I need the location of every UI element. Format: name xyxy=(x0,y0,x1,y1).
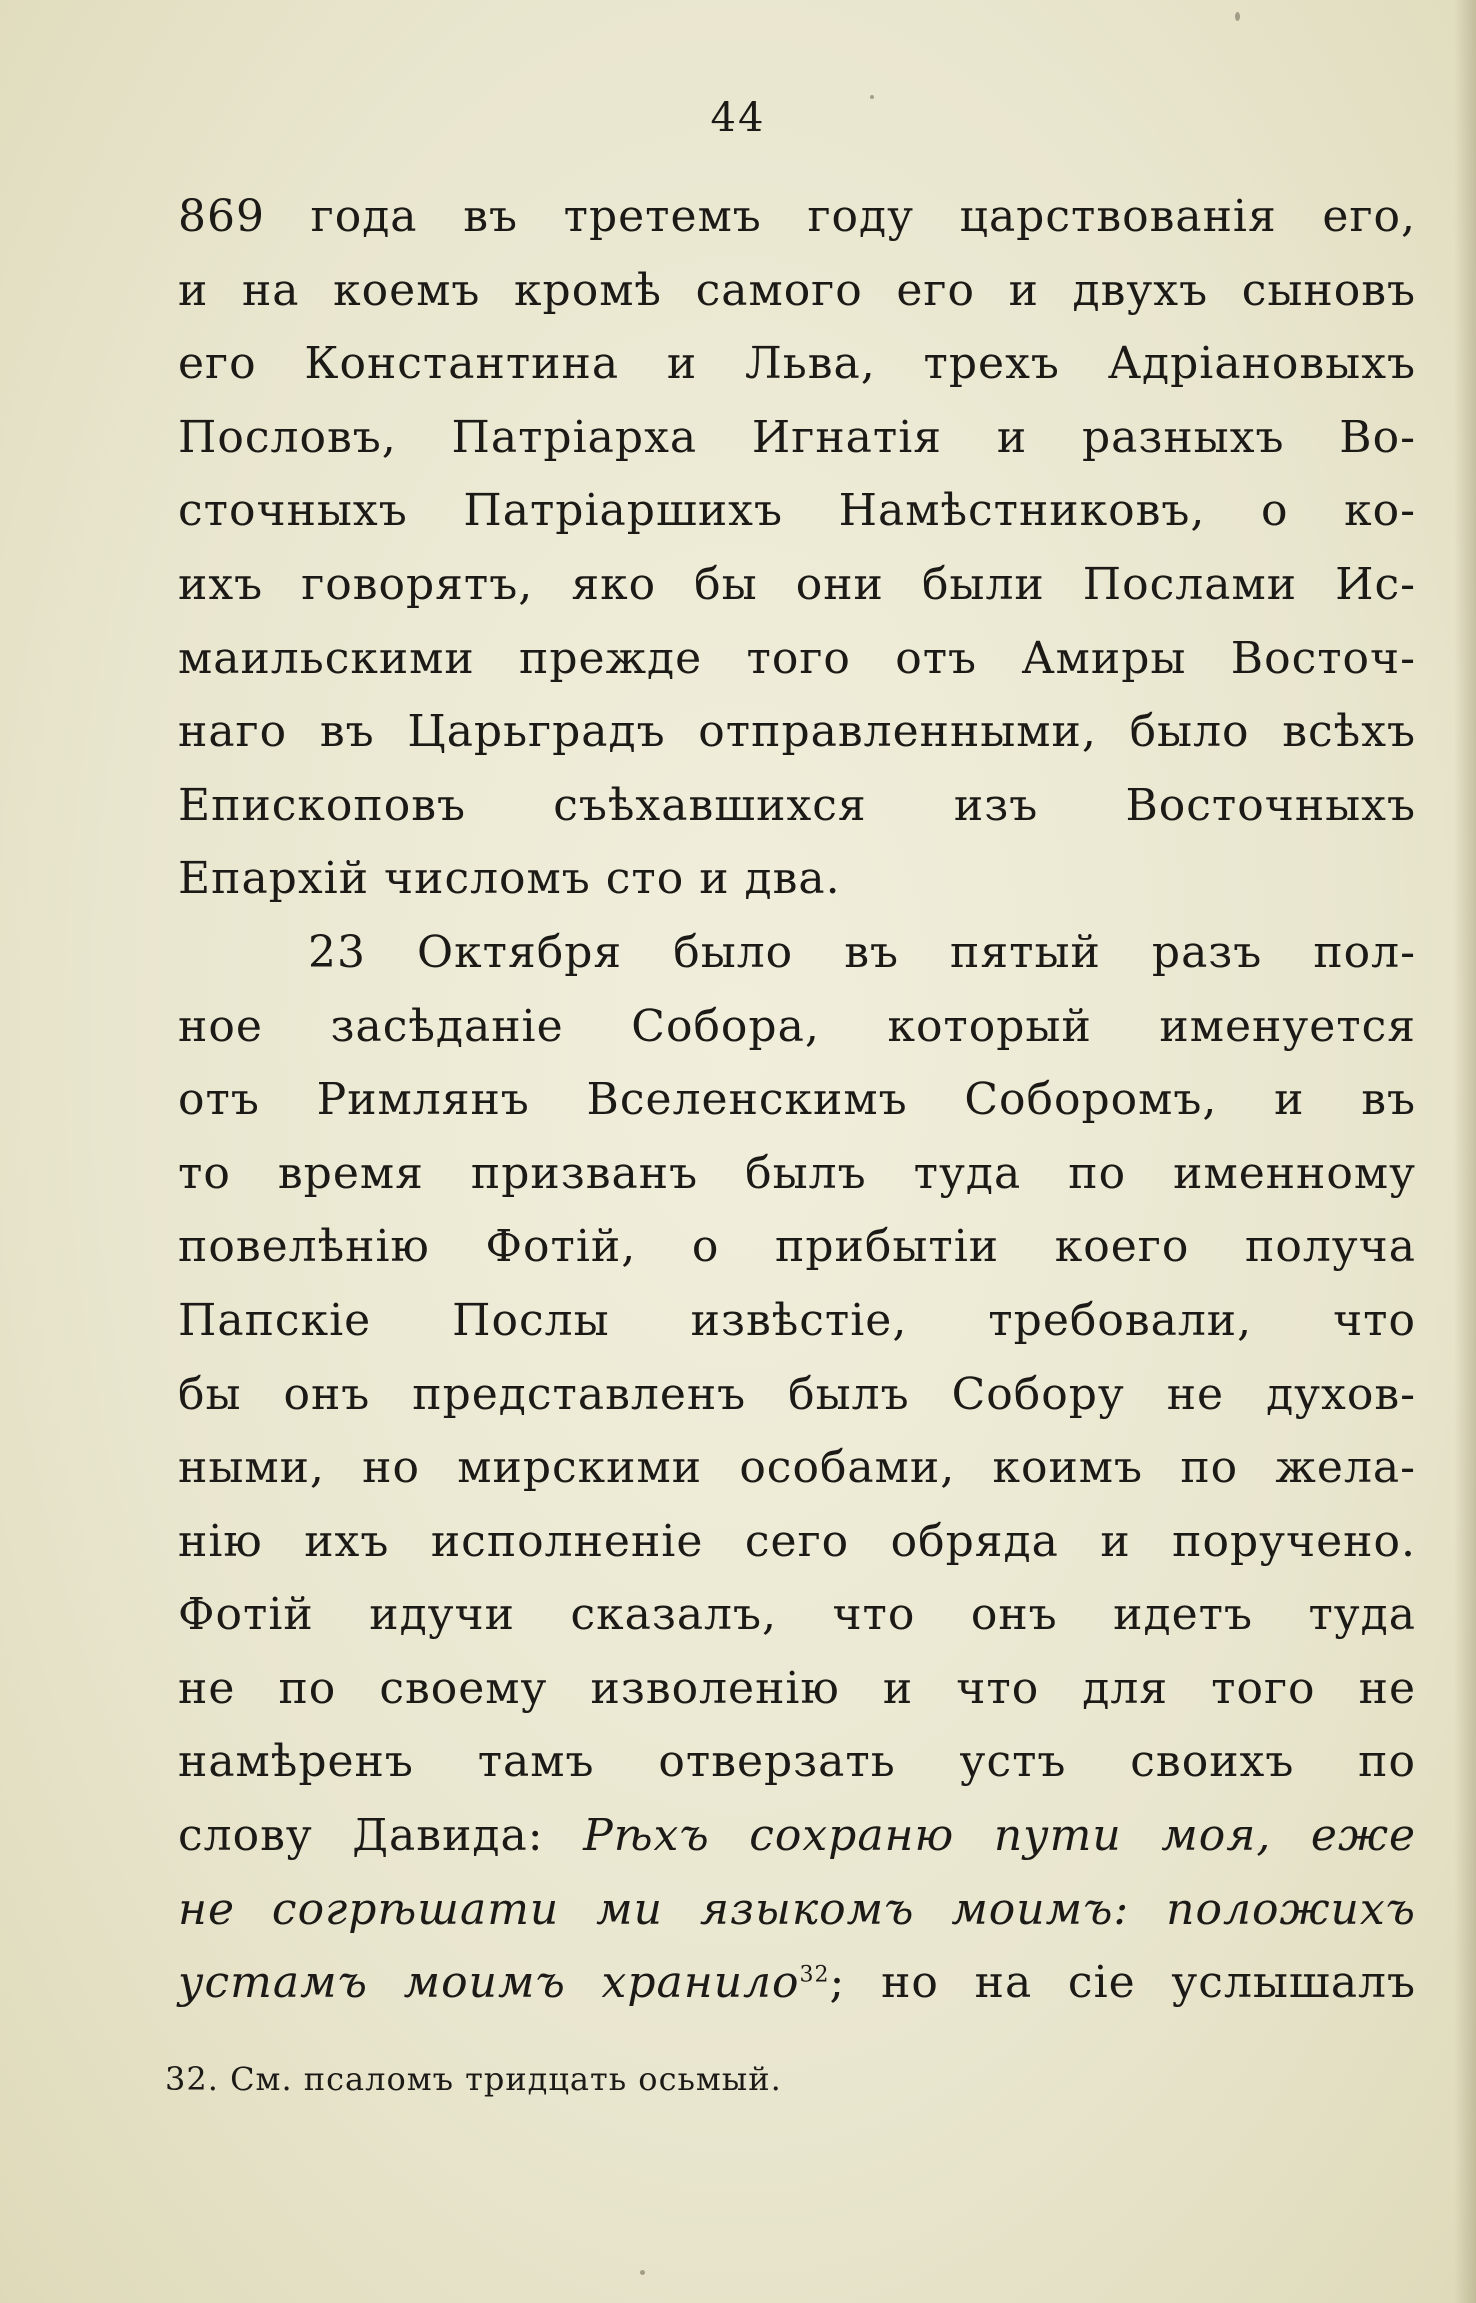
text-line: маильскими прежде того отъ Амиры Восточ- xyxy=(178,632,1416,684)
text-line: и на коемъ кромѣ самого его и двухъ сыновъ xyxy=(178,264,1416,316)
body-text xyxy=(178,180,1416,2020)
text-segment: слову Давида: xyxy=(178,1810,584,1862)
text-line: Фотій идучи сказалъ, что онъ идетъ туда xyxy=(178,1589,1416,1641)
text-line: отъ Римлянъ Вселенскимъ Соборомъ, и въ xyxy=(178,1074,1416,1126)
text-line: ное засѣданіе Собора, который именуется xyxy=(178,1000,1416,1052)
quotation: устамъ моимъ хранило xyxy=(178,1957,800,2009)
text-line: намѣренъ тамъ отверзать устъ своихъ по xyxy=(178,1736,1416,1788)
text-line: ными, но мирскими особами, коимъ по жела- xyxy=(178,1442,1416,1494)
text-line xyxy=(178,1946,1416,2020)
text-line: Папскіе Послы извѣстіе, требовали, что xyxy=(178,1294,1416,1346)
paper-speck xyxy=(640,2270,645,2275)
paper-speck xyxy=(1235,12,1240,21)
text-segment: ; но на сіе услышалъ xyxy=(829,1957,1416,2009)
text-line: не по своему изволенію и что для того не xyxy=(178,1662,1416,1714)
text-line: сточныхъ Патріаршихъ Намѣстниковъ, о ко- xyxy=(178,485,1416,537)
text-line: Епископовъ съѣхавшихся изъ Восточныхъ xyxy=(178,779,1416,831)
text-line: наго въ Царьградъ отправленными, было всѣхъ xyxy=(178,706,1416,758)
quotation: Рѣхъ сохраню пути моя, еже xyxy=(583,1810,1417,1862)
footnote: 32. См. псаломъ тридцать осьмый. xyxy=(165,2060,782,2098)
text-line: нію ихъ исполненіе сего обряда и поручено. xyxy=(178,1515,1416,1567)
text-line: Пословъ, Патріарха Игнатія и разныхъ Во- xyxy=(178,411,1416,463)
text-line: бы онъ представленъ былъ Собору не духов- xyxy=(178,1368,1416,1420)
text-line: его Константина и Льва, трехъ Адріановыхъ xyxy=(178,338,1416,390)
text-line xyxy=(178,1799,1416,1873)
page-number: 44 xyxy=(710,95,766,141)
text-line: Епархій числомъ сто и два. xyxy=(178,853,841,905)
page-edge-shadow xyxy=(1454,0,1476,2303)
footnote-reference: 32 xyxy=(799,1962,830,1988)
quotation-line: не согрѣшати ми языкомъ моимъ: положихъ xyxy=(178,1883,1416,1935)
text-line: 869 года въ третемъ году царствованія его, xyxy=(178,191,1416,242)
text-line: повелѣнію Фотій, о прибытіи коего получа xyxy=(178,1221,1416,1273)
text-line: 23 Октября было въ пятый разъ пол- xyxy=(308,926,1416,978)
text-line: то время призванъ былъ туда по именному xyxy=(178,1147,1416,1199)
text-line: ихъ говорятъ, яко бы они были Послами Ис- xyxy=(178,558,1416,610)
